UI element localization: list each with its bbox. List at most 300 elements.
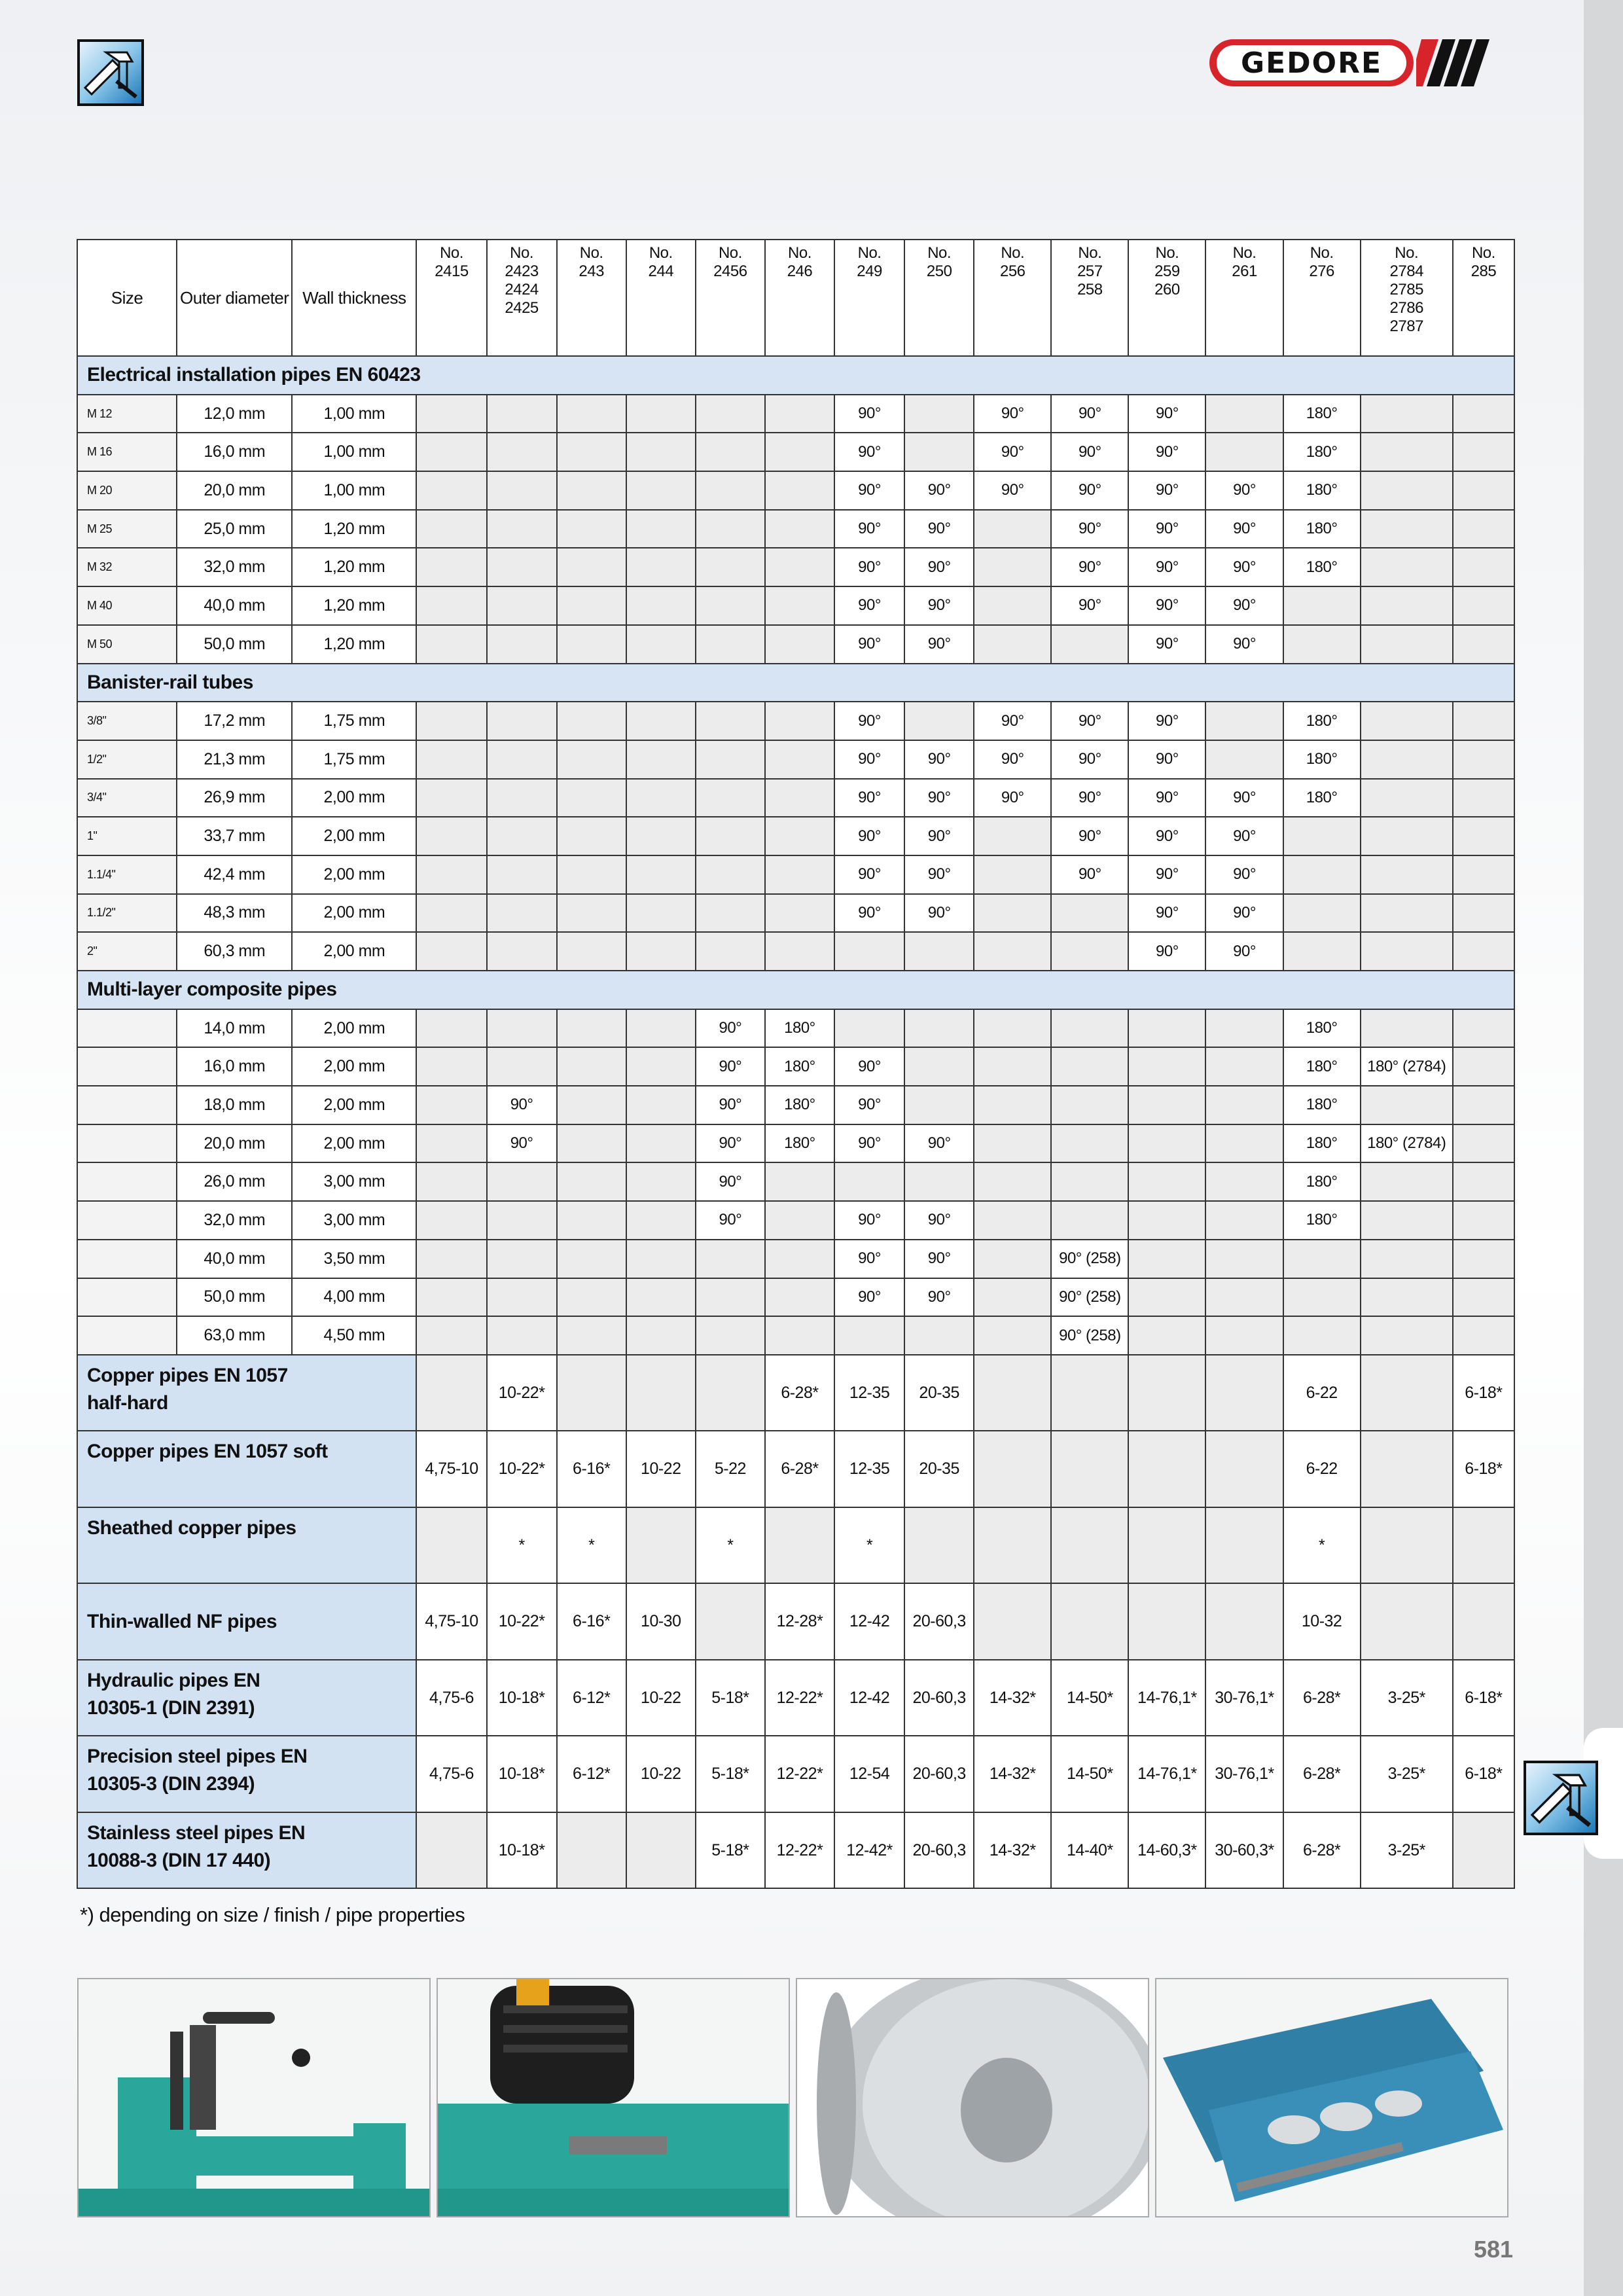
cell-outer-diameter: 18,0 mm — [177, 1086, 292, 1124]
material-row — [77, 1660, 1514, 1736]
cell-bend-angle — [1453, 1047, 1514, 1086]
cell-bend-angle — [974, 894, 1051, 933]
cell-bend-angle — [1361, 740, 1453, 779]
cell-diameter-range: 20-35 — [904, 1431, 974, 1507]
section-header-row — [77, 971, 1514, 1009]
header-model: No. 2456 — [696, 240, 765, 356]
table-row — [77, 1086, 1514, 1124]
cell-diameter-range: 12-54 — [834, 1736, 904, 1812]
material-row — [77, 1507, 1514, 1584]
header-outer-diameter: Outer diameter — [177, 240, 292, 356]
cell-size: 1.1/2" — [77, 894, 177, 933]
cell-bend-angle: 180° — [1283, 702, 1361, 740]
cell-bend-angle: 90° — [1205, 779, 1283, 817]
cell-bend-angle — [626, 740, 696, 779]
cell-bend-angle — [765, 702, 834, 740]
cell-bend-angle: 90° — [1128, 740, 1205, 779]
cell-bend-angle: 90° — [696, 1009, 765, 1048]
cell-bend-angle — [1128, 1124, 1205, 1163]
cell-bend-angle — [696, 433, 765, 471]
cell-bend-angle — [626, 586, 696, 625]
cell-diameter-range — [974, 1583, 1051, 1660]
header-model: No. 246 — [765, 240, 834, 356]
cell-bend-angle — [765, 471, 834, 510]
section-title: Multi-layer composite pipes — [77, 971, 1514, 1009]
cell-bend-angle — [974, 1009, 1051, 1048]
cell-bend-angle — [416, 1278, 486, 1317]
cell-bend-angle: 90° — [1205, 471, 1283, 510]
cell-bend-angle: 180° — [1283, 1201, 1361, 1240]
header-wall-thickness: Wall thickness — [292, 240, 416, 356]
cell-bend-angle — [904, 1316, 974, 1355]
cell-bend-angle — [1453, 1009, 1514, 1048]
cell-bend-angle — [1453, 702, 1514, 740]
cell-size: M 32 — [77, 548, 177, 586]
table-row — [77, 702, 1514, 740]
table-row — [77, 740, 1514, 779]
cell-bend-angle — [487, 817, 557, 855]
cell-bend-angle — [1205, 1240, 1283, 1278]
cell-bend-angle: 90° — [834, 433, 904, 471]
cell-diameter-range: 20-60,3 — [904, 1736, 974, 1812]
cell-wall-thickness: 4,50 mm — [292, 1316, 416, 1355]
header-model: No. 261 — [1205, 240, 1283, 356]
cell-bend-angle — [557, 395, 626, 433]
cell-bend-angle — [1361, 586, 1453, 625]
cell-bend-angle: 90° — [1205, 548, 1283, 586]
cell-bend-angle — [416, 702, 486, 740]
cell-bend-angle: 90° — [904, 586, 974, 625]
cell-diameter-range: * — [1283, 1507, 1361, 1584]
cell-bend-angle: 90° — [487, 1086, 557, 1124]
material-row — [77, 1431, 1514, 1507]
cell-outer-diameter: 40,0 mm — [177, 1240, 292, 1278]
cell-diameter-range: 10-22* — [487, 1583, 557, 1660]
cell-bend-angle: 90° — [904, 510, 974, 548]
cell-diameter-range — [974, 1431, 1051, 1507]
table-row — [77, 1009, 1514, 1048]
cell-bend-angle — [416, 586, 486, 625]
cell-bend-angle — [974, 510, 1051, 548]
header-model: No. 256 — [974, 240, 1051, 356]
cell-bend-angle — [696, 779, 765, 817]
cell-bend-angle — [416, 932, 486, 971]
cell-outer-diameter: 14,0 mm — [177, 1009, 292, 1048]
cell-bend-angle: 180° — [1283, 1086, 1361, 1124]
bending-tool-side-tab-icon — [1524, 1761, 1598, 1835]
cell-bend-angle — [626, 433, 696, 471]
cell-diameter-range — [1361, 1583, 1453, 1660]
cell-diameter-range: 14-32* — [974, 1736, 1051, 1812]
cell-bend-angle — [1453, 740, 1514, 779]
cell-diameter-range: 12-35 — [834, 1431, 904, 1507]
cell-diameter-range — [696, 1355, 765, 1431]
cell-bend-angle: 90° — [834, 702, 904, 740]
cell-size — [77, 1086, 177, 1124]
cell-wall-thickness: 2,00 mm — [292, 779, 416, 817]
photo-pipe-bender-case — [1155, 1978, 1508, 2217]
cell-bend-angle — [1361, 471, 1453, 510]
cell-bend-angle — [487, 510, 557, 548]
cell-diameter-range: * — [487, 1507, 557, 1584]
pipe-bender-compatibility-table — [77, 239, 1515, 1889]
cell-diameter-range: 12-42 — [834, 1660, 904, 1736]
cell-bend-angle — [765, 855, 834, 894]
cell-bend-angle — [1051, 1009, 1128, 1048]
cell-diameter-range: 14-76,1* — [1128, 1736, 1205, 1812]
cell-diameter-range: 14-76,1* — [1128, 1660, 1205, 1736]
cell-bend-angle — [1361, 1316, 1453, 1355]
cell-bend-angle: 180° — [1283, 1124, 1361, 1163]
cell-bend-angle — [1453, 1316, 1514, 1355]
cell-bend-angle: 90° — [1051, 433, 1128, 471]
cell-bend-angle — [1453, 433, 1514, 471]
cell-bend-angle — [1283, 932, 1361, 971]
cell-bend-angle: 180° — [1283, 779, 1361, 817]
cell-bend-angle — [416, 779, 486, 817]
cell-bend-angle — [974, 1124, 1051, 1163]
cell-bend-angle — [626, 1240, 696, 1278]
cell-size: M 12 — [77, 395, 177, 433]
cell-bend-angle — [1361, 702, 1453, 740]
cell-bend-angle — [1283, 1278, 1361, 1317]
cell-bend-angle — [974, 548, 1051, 586]
table-row — [77, 817, 1514, 855]
cell-bend-angle: 90° — [487, 1124, 557, 1163]
cell-wall-thickness: 1,00 mm — [292, 471, 416, 510]
cell-bend-angle: 180° — [765, 1047, 834, 1086]
cell-bend-angle — [1453, 1124, 1514, 1163]
cell-bend-angle: 90° — [834, 1240, 904, 1278]
cell-diameter-range: * — [696, 1507, 765, 1584]
cell-bend-angle — [696, 740, 765, 779]
cell-bend-angle: 90° — [696, 1201, 765, 1240]
cell-outer-diameter: 60,3 mm — [177, 932, 292, 971]
cell-diameter-range — [1128, 1583, 1205, 1660]
cell-bend-angle — [416, 1240, 486, 1278]
cell-bend-angle — [1361, 1201, 1453, 1240]
cell-bend-angle — [765, 1278, 834, 1317]
cell-size — [77, 1124, 177, 1163]
cell-bend-angle — [696, 548, 765, 586]
cell-bend-angle — [904, 1162, 974, 1201]
cell-bend-angle — [487, 1047, 557, 1086]
cell-bend-angle: 90° — [904, 740, 974, 779]
cell-bend-angle — [1128, 1162, 1205, 1201]
cell-outer-diameter: 12,0 mm — [177, 395, 292, 433]
table-row — [77, 894, 1514, 933]
cell-size: M 16 — [77, 433, 177, 471]
cell-bend-angle — [904, 395, 974, 433]
cell-bend-angle — [626, 894, 696, 933]
cell-bend-angle — [1453, 395, 1514, 433]
material-label: Hydraulic pipes EN 10305-1 (DIN 2391) — [77, 1660, 416, 1736]
cell-bend-angle: 90° — [1128, 779, 1205, 817]
table-row — [77, 1047, 1514, 1086]
cell-bend-angle: 90° — [834, 855, 904, 894]
cell-diameter-range — [416, 1812, 486, 1889]
cell-bend-angle — [626, 855, 696, 894]
cell-wall-thickness: 2,00 mm — [292, 1124, 416, 1163]
cell-bend-angle: 90° — [904, 855, 974, 894]
cell-bend-angle: 90° — [1051, 855, 1128, 894]
cell-bend-angle — [557, 1124, 626, 1163]
table-row — [77, 1162, 1514, 1201]
cell-outer-diameter: 42,4 mm — [177, 855, 292, 894]
cell-bend-angle — [1128, 1086, 1205, 1124]
table-row — [77, 433, 1514, 471]
cell-diameter-range: 6-18* — [1453, 1736, 1514, 1812]
header-model: No. 285 — [1453, 240, 1514, 356]
right-sidebar-tab-strip — [1584, 0, 1623, 2296]
cell-size: 2" — [77, 932, 177, 971]
cell-bend-angle — [834, 932, 904, 971]
cell-bend-angle — [834, 1162, 904, 1201]
cell-bend-angle — [416, 1047, 486, 1086]
cell-bend-angle: 180° — [1283, 740, 1361, 779]
cell-bend-angle — [974, 1278, 1051, 1317]
cell-size: M 40 — [77, 586, 177, 625]
cell-diameter-range: 14-50* — [1051, 1660, 1128, 1736]
cell-diameter-range — [1205, 1355, 1283, 1431]
cell-bend-angle: 90° — [1128, 817, 1205, 855]
header-model: No. 257 258 — [1051, 240, 1128, 356]
cell-bend-angle — [1205, 1162, 1283, 1201]
material-label: Copper pipes EN 1057 half-hard — [77, 1355, 416, 1431]
cell-bend-angle: 90° (258) — [1051, 1278, 1128, 1317]
table-header-row — [77, 240, 1514, 356]
cell-bend-angle — [974, 625, 1051, 664]
material-label: Stainless steel pipes EN 10088-3 (DIN 17 440) — [77, 1812, 416, 1889]
cell-bend-angle — [1361, 855, 1453, 894]
cell-size: 1.1/4" — [77, 855, 177, 894]
cell-bend-angle — [904, 932, 974, 971]
cell-bend-angle — [1283, 894, 1361, 933]
cell-size — [77, 1047, 177, 1086]
cell-bend-angle: 90° — [1205, 510, 1283, 548]
cell-bend-angle — [416, 740, 486, 779]
cell-diameter-range — [696, 1583, 765, 1660]
cell-bend-angle — [1453, 510, 1514, 548]
cell-diameter-range — [1051, 1431, 1128, 1507]
cell-outer-diameter: 48,3 mm — [177, 894, 292, 933]
table-row — [77, 510, 1514, 548]
cell-bend-angle: 90° — [904, 894, 974, 933]
cell-bend-angle — [834, 1316, 904, 1355]
cell-diameter-range — [416, 1507, 486, 1584]
cell-diameter-range: 6-28* — [1283, 1812, 1361, 1889]
cell-bend-angle — [1453, 586, 1514, 625]
material-label: Sheathed copper pipes — [77, 1507, 416, 1584]
cell-bend-angle — [416, 817, 486, 855]
cell-bend-angle — [904, 1086, 974, 1124]
cell-bend-angle: 90° — [1128, 702, 1205, 740]
header-model: No. 244 — [626, 240, 696, 356]
cell-bend-angle — [1128, 1240, 1205, 1278]
cell-diameter-range: 30-76,1* — [1205, 1736, 1283, 1812]
cell-diameter-range: 12-28* — [765, 1583, 834, 1660]
cell-diameter-range: 4,75-6 — [416, 1660, 486, 1736]
cell-bend-angle — [557, 894, 626, 933]
cell-bend-angle — [696, 395, 765, 433]
cell-diameter-range: 6-16* — [557, 1583, 626, 1660]
cell-bend-angle — [487, 740, 557, 779]
cell-size: 3/4" — [77, 779, 177, 817]
cell-diameter-range: 20-60,3 — [904, 1812, 974, 1889]
cell-bend-angle — [1453, 817, 1514, 855]
cell-bend-angle: 90° — [696, 1047, 765, 1086]
cell-bend-angle — [696, 817, 765, 855]
cell-bend-angle: 90° — [834, 471, 904, 510]
cell-bend-angle — [904, 1009, 974, 1048]
cell-diameter-range — [1361, 1507, 1453, 1584]
cell-bend-angle — [1205, 1278, 1283, 1317]
cell-bend-angle: 90° — [974, 471, 1051, 510]
cell-outer-diameter: 50,0 mm — [177, 1278, 292, 1317]
cell-diameter-range: 20-60,3 — [904, 1660, 974, 1736]
header-model: No. 249 — [834, 240, 904, 356]
cell-wall-thickness: 3,00 mm — [292, 1201, 416, 1240]
header-model: No. 2784 2785 2786 2787 — [1361, 240, 1453, 356]
cell-bend-angle: 90° — [1128, 932, 1205, 971]
cell-bend-angle — [696, 471, 765, 510]
cell-bend-angle — [626, 625, 696, 664]
cell-bend-angle: 90° — [904, 1124, 974, 1163]
cell-outer-diameter: 63,0 mm — [177, 1316, 292, 1355]
cell-bend-angle — [1128, 1009, 1205, 1048]
cell-bend-angle: 180° — [765, 1086, 834, 1124]
cell-diameter-range: 6-18* — [1453, 1355, 1514, 1431]
cell-bend-angle: 90° — [834, 548, 904, 586]
cell-bend-angle: 90° — [834, 779, 904, 817]
cell-bend-angle — [1453, 1201, 1514, 1240]
cell-bend-angle — [765, 779, 834, 817]
material-label: Thin-walled NF pipes — [77, 1583, 416, 1660]
cell-bend-angle: 90° — [904, 1201, 974, 1240]
cell-bend-angle — [696, 1316, 765, 1355]
cell-bend-angle: 90° — [974, 395, 1051, 433]
cell-bend-angle — [1283, 1316, 1361, 1355]
cell-bend-angle — [487, 1240, 557, 1278]
cell-wall-thickness: 1,20 mm — [292, 548, 416, 586]
cell-diameter-range: 10-18* — [487, 1660, 557, 1736]
cell-diameter-range: 14-40* — [1051, 1812, 1128, 1889]
table-row — [77, 548, 1514, 586]
cell-wall-thickness: 3,00 mm — [292, 1162, 416, 1201]
cell-outer-diameter: 17,2 mm — [177, 702, 292, 740]
cell-diameter-range: 14-50* — [1051, 1736, 1128, 1812]
cell-diameter-range: 20-35 — [904, 1355, 974, 1431]
cell-wall-thickness: 2,00 mm — [292, 817, 416, 855]
cell-bend-angle: 180° — [1283, 395, 1361, 433]
cell-diameter-range — [557, 1355, 626, 1431]
cell-bend-angle — [1051, 1047, 1128, 1086]
cell-bend-angle — [1361, 433, 1453, 471]
cell-wall-thickness: 1,75 mm — [292, 740, 416, 779]
cell-bend-angle — [557, 625, 626, 664]
header-model: No. 243 — [557, 240, 626, 356]
header-model: No. 259 260 — [1128, 240, 1205, 356]
cell-bend-angle: 90° — [1205, 855, 1283, 894]
cell-bend-angle — [1205, 740, 1283, 779]
cell-bend-angle — [416, 395, 486, 433]
cell-diameter-range — [1361, 1431, 1453, 1507]
cell-bend-angle: 90° — [904, 817, 974, 855]
cell-bend-angle: 90° (258) — [1051, 1240, 1128, 1278]
cell-bend-angle — [1361, 932, 1453, 971]
cell-diameter-range — [1361, 1355, 1453, 1431]
cell-bend-angle — [626, 817, 696, 855]
cell-bend-angle — [487, 779, 557, 817]
cell-bend-angle: 90° — [904, 548, 974, 586]
cell-diameter-range: 6-28* — [1283, 1736, 1361, 1812]
cell-diameter-range — [1205, 1583, 1283, 1660]
cell-outer-diameter: 26,0 mm — [177, 1162, 292, 1201]
cell-diameter-range — [1205, 1431, 1283, 1507]
cell-diameter-range: 6-28* — [1283, 1660, 1361, 1736]
material-label: Precision steel pipes EN 10305-3 (DIN 2394) — [77, 1736, 416, 1812]
cell-bend-angle — [1128, 1201, 1205, 1240]
cell-bend-angle — [1453, 548, 1514, 586]
cell-diameter-range — [1051, 1507, 1128, 1584]
cell-bend-angle — [626, 395, 696, 433]
table-row — [77, 779, 1514, 817]
cell-size: M 25 — [77, 510, 177, 548]
cell-bend-angle — [557, 1162, 626, 1201]
cell-bend-angle: 180° — [1283, 471, 1361, 510]
cell-bend-angle — [1205, 702, 1283, 740]
cell-bend-angle — [1453, 1278, 1514, 1317]
cell-bend-angle: 180° — [1283, 1009, 1361, 1048]
material-row — [77, 1812, 1514, 1889]
cell-bend-angle — [487, 1316, 557, 1355]
cell-bend-angle — [765, 510, 834, 548]
cell-bend-angle: 90° — [834, 817, 904, 855]
cell-bend-angle — [1361, 1240, 1453, 1278]
cell-bend-angle: 90° — [904, 1240, 974, 1278]
cell-bend-angle — [1361, 1278, 1453, 1317]
cell-bend-angle — [765, 1201, 834, 1240]
cell-bend-angle: 180° — [765, 1124, 834, 1163]
cell-bend-angle — [1453, 779, 1514, 817]
header-model: No. 276 — [1283, 240, 1361, 356]
cell-wall-thickness: 1,00 mm — [292, 433, 416, 471]
cell-diameter-range — [626, 1507, 696, 1584]
cell-bend-angle — [557, 740, 626, 779]
cell-bend-angle — [1453, 894, 1514, 933]
cell-bend-angle — [487, 702, 557, 740]
cell-bend-angle — [765, 433, 834, 471]
cell-bend-angle — [416, 1009, 486, 1048]
cell-bend-angle — [696, 1240, 765, 1278]
cell-bend-angle — [1453, 932, 1514, 971]
cell-bend-angle — [696, 586, 765, 625]
cell-bend-angle — [557, 817, 626, 855]
cell-bend-angle — [1361, 779, 1453, 817]
material-row — [77, 1736, 1514, 1812]
cell-bend-angle: 90° — [1205, 932, 1283, 971]
cell-bend-angle — [904, 1047, 974, 1086]
cell-bend-angle: 90° — [696, 1086, 765, 1124]
cell-bend-angle — [974, 1086, 1051, 1124]
table-row — [77, 855, 1514, 894]
cell-bend-angle — [974, 932, 1051, 971]
cell-size: 1" — [77, 817, 177, 855]
cell-bend-angle — [1051, 1162, 1128, 1201]
cell-diameter-range: 4,75-10 — [416, 1583, 486, 1660]
cell-bend-angle — [557, 779, 626, 817]
material-row — [77, 1583, 1514, 1660]
